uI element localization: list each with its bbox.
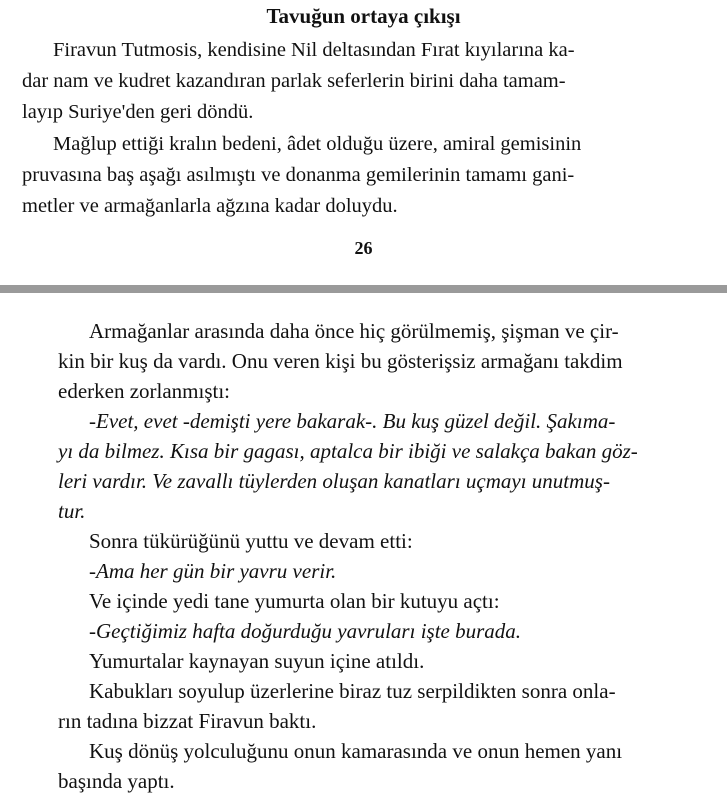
bottom-page: [0, 293, 727, 800]
text-line: dar nam ve kudret kazandıran parlak seferlerin birini daha tamam-: [22, 70, 566, 92]
text-line: Yumurtalar kaynayan suyun içine atıldı.: [89, 649, 425, 673]
text-line-italic: -Evet, evet -demişti yere bakarak-. Bu kuş güzel değil. Şakıma-: [89, 409, 616, 433]
text-line-italic: yı da bilmez. Kısa bir gagası, aptalca bir ibiği ve salakça bakan göz-: [58, 439, 638, 463]
text-line: Mağlup ettiği kralın bedeni, âdet olduğu üzere, amiral gemisinin: [53, 133, 582, 155]
page-number: 26: [354, 238, 373, 258]
text-line-italic: -Ama her gün bir yavru verir.: [89, 559, 337, 583]
text-line: Ve içinde yedi tane yumurta olan bir kutuyu açtı:: [89, 589, 500, 613]
text-line: Kabukları soyulup üzerlerine biraz tuz serpildikten sonra onla-: [89, 679, 616, 703]
text-line-italic: -Geçtiğimiz hafta doğurduğu yavruları işte burada.: [89, 619, 522, 643]
text-line: Armağanlar arasında daha önce hiç görülmemiş, şişman ve çir-: [89, 319, 619, 343]
text-line: başında yaptı.: [58, 769, 175, 793]
text-line: ederken zorlanmıştı:: [58, 379, 231, 403]
text-line: Firavun Tutmosis, kendisine Nil deltasından Fırat kıyılarına ka-: [53, 39, 575, 61]
top-page: [0, 0, 727, 283]
text-line: Kuş dönüş yolculuğunu onun kamarasında ve onun hemen yanı: [89, 739, 623, 763]
page-divider: [0, 285, 727, 293]
text-line: rın tadına bizzat Firavun baktı.: [58, 709, 317, 733]
text-line: pruvasına baş aşağı asılmıştı ve donanma gemilerinin tamamı gani-: [22, 164, 575, 186]
text-line: metler ve armağanlarla ağzına kadar doluydu.: [22, 195, 398, 217]
text-line: layıp Suriye'den geri döndü.: [22, 101, 254, 123]
text-line-italic: leri vardır. Ve zavallı tüylerden oluşan kanatları uçmayı unutmuş-: [58, 469, 610, 493]
text-line: kin bir kuş da vardı. Onu veren kişi bu gösterişsiz armağanı takdim: [58, 349, 623, 373]
text-line-italic: tur.: [58, 499, 86, 523]
chapter-title: Tavuğun ortaya çıkışı: [266, 4, 461, 28]
text-line: Sonra tükürüğünü yuttu ve devam etti:: [89, 529, 413, 553]
